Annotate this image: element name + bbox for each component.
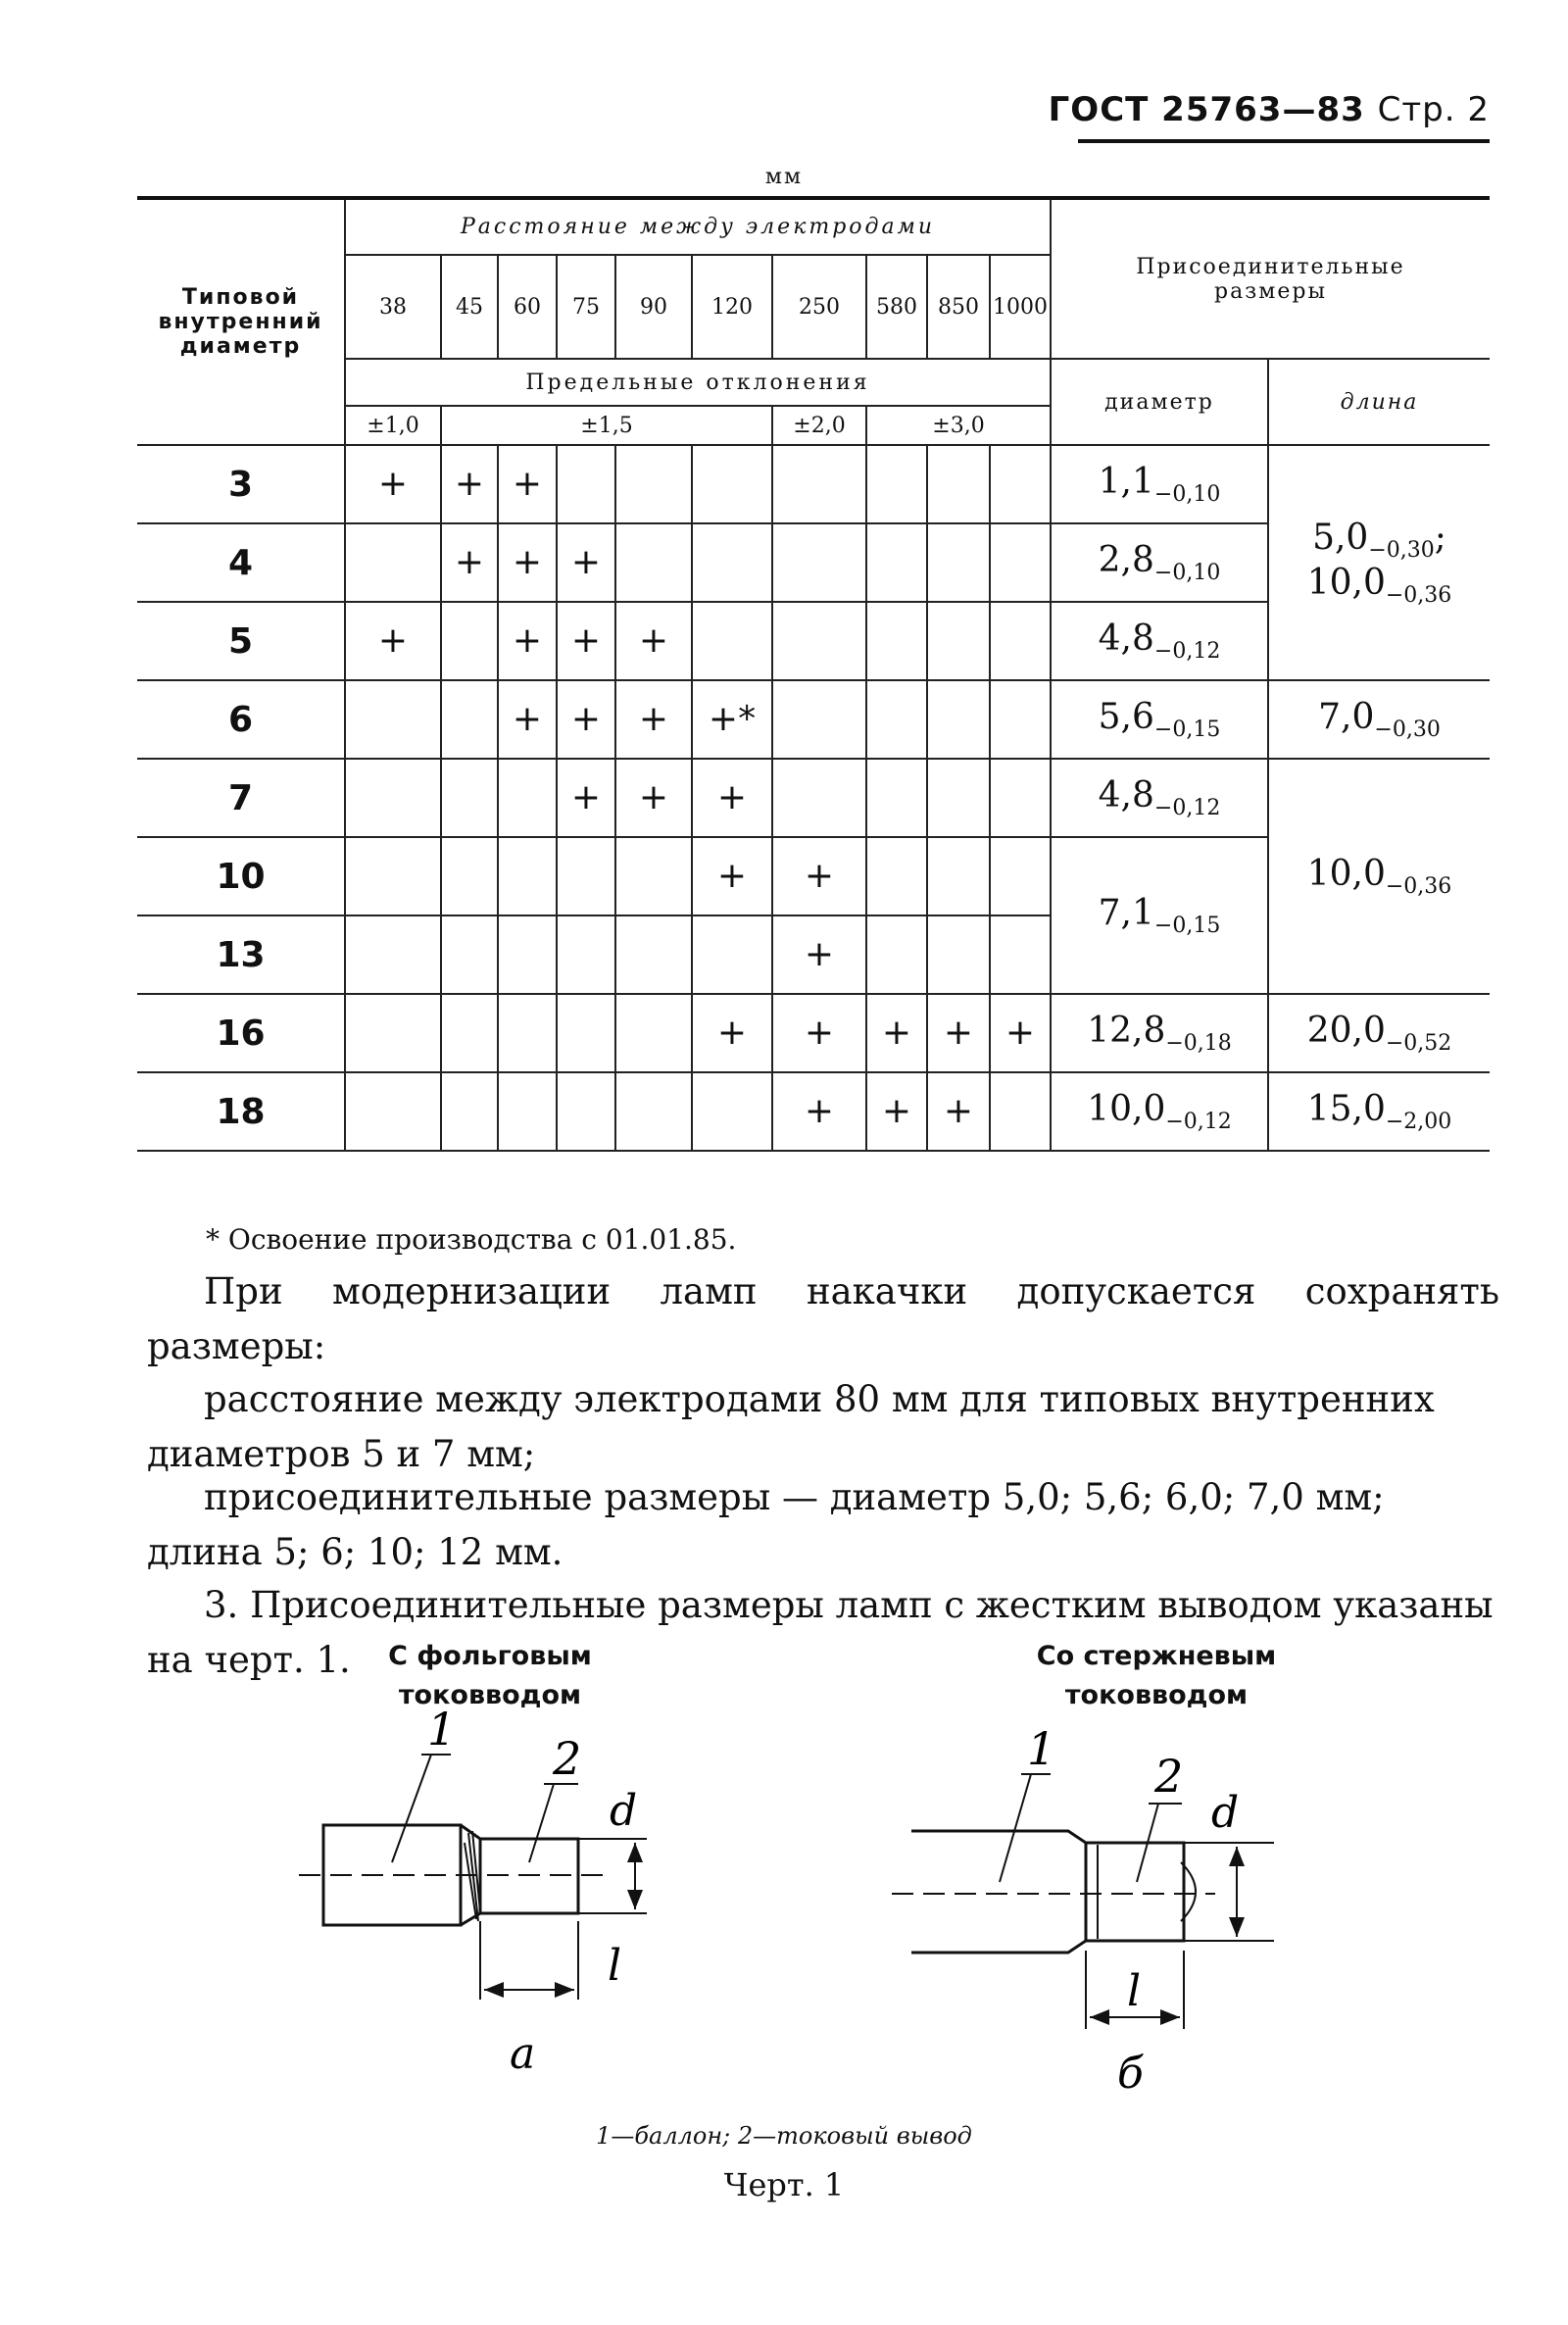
mark-cell: + xyxy=(692,994,772,1072)
length-value: 7,0 xyxy=(1318,696,1375,737)
standard-code: ГОСТ 25763—83 xyxy=(1048,90,1365,129)
diameter-value: 4,8 xyxy=(1098,774,1154,816)
diameter-value: 4,8 xyxy=(1098,618,1154,659)
deviation-4: ±3,0 xyxy=(866,406,1051,445)
mark-cell: + xyxy=(927,1072,990,1151)
mark-cell: + xyxy=(498,523,557,602)
distance-60: 60 xyxy=(498,255,557,359)
distance-1000: 1000 xyxy=(990,255,1051,359)
type-diameter-cell: 13 xyxy=(137,915,345,994)
mark-cell: + xyxy=(345,602,441,680)
length-col-header: длина xyxy=(1268,359,1490,445)
mark-cell: + xyxy=(557,680,615,759)
footnote: * Освоение производства с 01.01.85. xyxy=(206,1223,737,1256)
label-l-right: l xyxy=(1127,1966,1142,2016)
distance-header: Расстояние между электродами xyxy=(345,198,1051,255)
mark-cell: +* xyxy=(692,680,772,759)
mark-cell: + xyxy=(557,602,615,680)
length-value: 5,0 xyxy=(1312,517,1369,558)
mark-cell: + xyxy=(615,680,692,759)
diameter-value: 7,1 xyxy=(1098,892,1154,933)
deviation-1: ±1,0 xyxy=(345,406,441,445)
label-l-left: l xyxy=(608,1941,622,1991)
diameter-tolerance: −0,18 xyxy=(1165,1031,1232,1057)
length-value: 15,0 xyxy=(1306,1088,1386,1129)
mark-cell: + xyxy=(990,994,1051,1072)
type-diameter-cell: 18 xyxy=(137,1072,345,1151)
diameter-tolerance: −0,12 xyxy=(1153,639,1221,665)
foil-lead-drawing xyxy=(299,1755,647,2000)
type-diameter-cell: 7 xyxy=(137,759,345,837)
deviation-2: ±1,5 xyxy=(441,406,772,445)
mark-cell: + xyxy=(498,680,557,759)
figure-title: Черт. 1 xyxy=(723,2166,845,2203)
page-number: Стр. 2 xyxy=(1377,90,1490,129)
connection-header: Присоединительные размеры xyxy=(1051,198,1490,359)
paragraph-connection: присоединительные размеры — диаметр 5,0; 5,6; 6,0; 7,0 мм; длина 5; 6; 10; 12 мм. xyxy=(147,1476,1385,1573)
type-diameter-cell: 6 xyxy=(137,680,345,759)
diameter-value: 2,8 xyxy=(1098,539,1154,580)
distance-120: 120 xyxy=(692,255,772,359)
mark-cell: + xyxy=(498,445,557,523)
label-lead-right: 2 xyxy=(1154,1750,1184,1803)
length-tolerance: −0,36 xyxy=(1385,583,1452,609)
paragraph-section-3: 3. Присоединительные размеры ламп с жестким выводом указаны на черт. 1. xyxy=(147,1584,1494,1681)
lead-right xyxy=(1086,1843,1184,1941)
diameter-value: 12,8 xyxy=(1087,1010,1166,1051)
right-figure-caption: Со стержневым токовводом xyxy=(1036,1641,1277,1710)
length-tolerance: −2,00 xyxy=(1385,1110,1452,1135)
mark-cell: + xyxy=(772,837,866,915)
type-diameter-cell: 3 xyxy=(137,445,345,523)
mark-cell: + xyxy=(557,759,615,837)
diameter-tolerance: −0,12 xyxy=(1165,1110,1232,1135)
mark-cell: + xyxy=(692,837,772,915)
mark-cell: + xyxy=(772,915,866,994)
length-tolerance: −0,36 xyxy=(1385,874,1452,900)
mark-cell: + xyxy=(441,523,498,602)
length-tolerance: −0,52 xyxy=(1385,1031,1452,1057)
label-d-right: d xyxy=(1211,1788,1240,1838)
mark-cell: + xyxy=(866,1072,927,1151)
distance-45: 45 xyxy=(441,255,498,359)
type-diameter-cell: 5 xyxy=(137,602,345,680)
figure-legend: 1—баллон; 2—токовый вывод xyxy=(596,2122,972,2150)
label-a: а xyxy=(510,2029,536,2079)
diameter-value: 1,1 xyxy=(1098,461,1154,502)
length-tolerance: −0,30 xyxy=(1374,717,1441,743)
label-lead-left: 2 xyxy=(553,1732,582,1785)
type-diameter-cell: 16 xyxy=(137,994,345,1072)
distance-580: 580 xyxy=(866,255,927,359)
distance-38: 38 xyxy=(345,255,441,359)
length-value: 10,0 xyxy=(1306,853,1386,894)
label-bulb-left: 1 xyxy=(427,1703,457,1756)
mark-cell: + xyxy=(692,759,772,837)
distance-850: 850 xyxy=(927,255,990,359)
distance-250: 250 xyxy=(772,255,866,359)
mark-cell: + xyxy=(615,602,692,680)
diameter-tolerance: −0,10 xyxy=(1153,561,1221,586)
paragraph-distance: расстояние между электродами 80 мм для типовых внутренних диаметров 5 и 7 мм; xyxy=(147,1378,1435,1475)
deviation-header: Предельные отклонения xyxy=(345,359,1051,406)
length-value: 20,0 xyxy=(1306,1010,1386,1051)
paragraph-modernization: При модернизации ламп накачки допускается сохранять размеры: xyxy=(147,1270,1499,1367)
length-tolerance: −0,30 xyxy=(1368,538,1435,563)
mark-cell: + xyxy=(927,994,990,1072)
left-figure-caption: С фольговым токовводом xyxy=(388,1641,592,1710)
mark-cell: + xyxy=(866,994,927,1072)
mark-cell: + xyxy=(615,759,692,837)
diameter-value: 10,0 xyxy=(1087,1088,1166,1129)
diameter-tolerance: −0,15 xyxy=(1153,717,1221,743)
diameter-tolerance: −0,10 xyxy=(1153,482,1221,508)
mark-cell: + xyxy=(772,994,866,1072)
unit-label: мм xyxy=(764,165,804,189)
diameter-tolerance: −0,15 xyxy=(1153,914,1221,939)
type-diameter-cell: 10 xyxy=(137,837,345,915)
mark-cell: + xyxy=(345,445,441,523)
bulb-right xyxy=(911,1831,1086,1953)
mark-cell: + xyxy=(498,602,557,680)
mark-cell: + xyxy=(557,523,615,602)
distance-75: 75 xyxy=(557,255,615,359)
type-diameter-cell: 4 xyxy=(137,523,345,602)
diameter-value: 5,6 xyxy=(1098,696,1154,737)
mark-cell: + xyxy=(772,1072,866,1151)
length-separator: ; xyxy=(1434,517,1446,558)
type-diameter-header: Типовой внутренний диаметр xyxy=(137,198,345,445)
length-value: 10,0 xyxy=(1306,563,1386,603)
deviation-3: ±2,0 xyxy=(772,406,866,445)
label-b: б xyxy=(1117,2049,1144,2099)
label-d-left: d xyxy=(610,1786,638,1836)
diameter-col-header: диаметр xyxy=(1051,359,1268,445)
distance-90: 90 xyxy=(615,255,692,359)
diameter-tolerance: −0,12 xyxy=(1153,796,1221,821)
mark-cell: + xyxy=(441,445,498,523)
label-bulb-right: 1 xyxy=(1027,1722,1056,1775)
